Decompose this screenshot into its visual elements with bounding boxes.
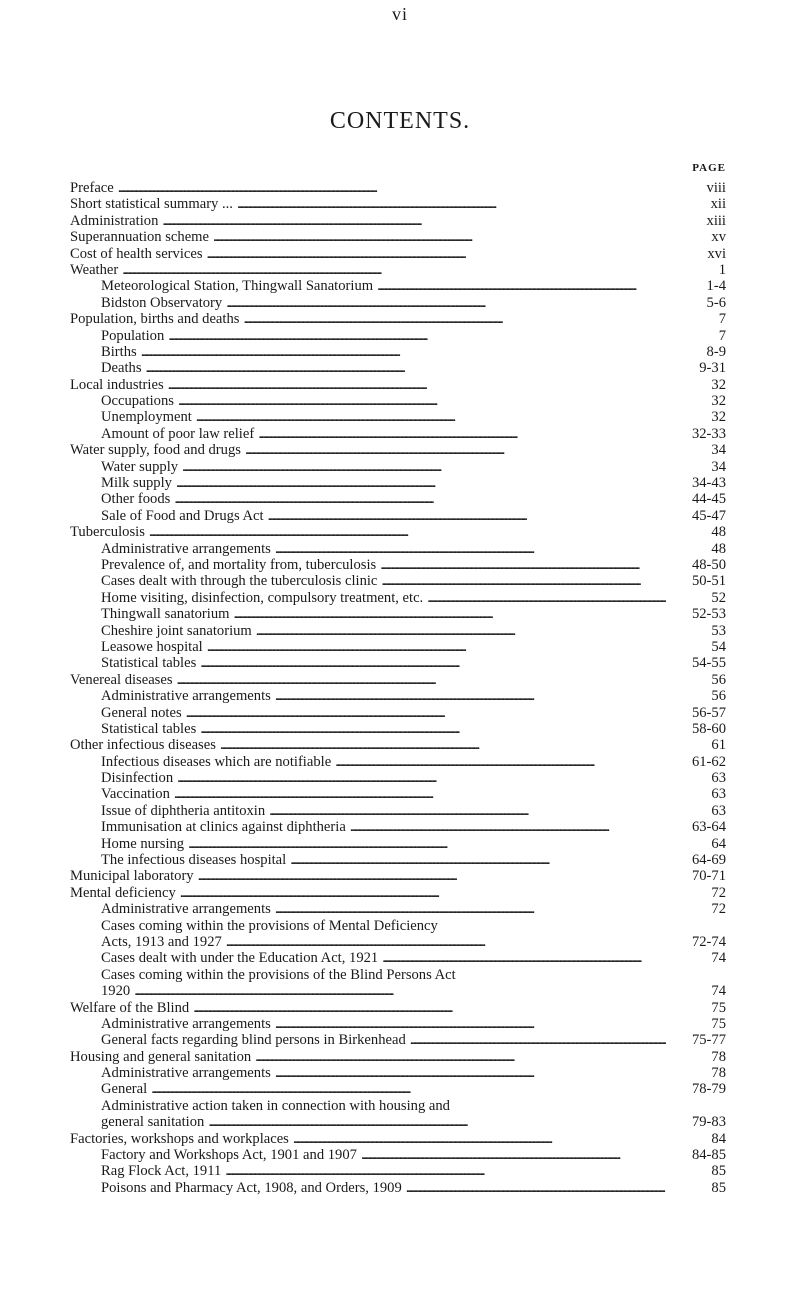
toc-entry-page: xii	[710, 196, 726, 213]
dot-leader	[174, 786, 666, 802]
toc-entry-label: Bidston Observatory	[101, 294, 223, 311]
dot-leader	[226, 934, 666, 950]
toc-subentry	[70, 754, 726, 770]
toc-subentry	[70, 491, 726, 507]
dot-leader	[233, 606, 666, 622]
toc-entry-label: Milk supply	[101, 475, 172, 492]
toc-entry-label: Population, births and deaths	[70, 311, 240, 328]
dot-leader	[177, 770, 666, 786]
toc-subentry	[70, 819, 726, 835]
toc-subentry	[70, 360, 726, 376]
dot-leader	[269, 803, 666, 819]
toc-entry-page: 84-85	[691, 1147, 726, 1164]
toc-entry-label: general sanitation	[101, 1114, 205, 1131]
toc-entry-page: xvi	[707, 245, 726, 262]
toc-entry-label: Births	[101, 343, 137, 360]
toc-subentry	[70, 426, 726, 442]
dot-leader	[122, 262, 666, 278]
toc-entry-label: Other foods	[101, 491, 171, 508]
dot-leader	[134, 983, 666, 999]
toc-entry-label: Administrative arrangements	[101, 1015, 271, 1032]
toc-subentry	[70, 918, 726, 934]
toc-subentry	[70, 623, 726, 639]
toc-entry-label: Acts, 1913 and 1927	[101, 933, 222, 950]
toc-subentry	[70, 459, 726, 475]
dot-leader	[146, 360, 666, 376]
toc-entry-page: 61-62	[691, 753, 726, 770]
dot-leader	[180, 885, 666, 901]
dot-leader	[207, 639, 666, 655]
toc-subentry	[70, 1065, 726, 1081]
dot-leader	[186, 705, 666, 721]
dot-leader	[380, 557, 666, 573]
toc-subentry	[70, 967, 726, 983]
toc-entry	[70, 229, 726, 245]
toc-entry-label: Factory and Workshops Act, 1901 and 1907	[101, 1147, 357, 1164]
dot-leader	[225, 1163, 666, 1179]
toc-entry-page: 44-45	[691, 491, 726, 508]
dot-leader	[245, 442, 666, 458]
dot-leader	[256, 623, 666, 639]
toc-entry	[70, 262, 726, 278]
toc-entry-page: 34	[711, 458, 726, 475]
toc-entry-page: 85	[711, 1179, 726, 1196]
toc-entry-page: 78-79	[691, 1081, 726, 1098]
toc-entry-page: 78	[711, 1048, 726, 1065]
toc-entry-label: Water supply	[101, 458, 179, 475]
toc-entry-label: Disinfection	[101, 770, 174, 787]
page-number: vi	[391, 4, 408, 24]
toc-entry-page: 8-9	[706, 343, 726, 360]
toc-subentry	[70, 475, 726, 491]
toc-entry-page: 32	[711, 393, 726, 410]
toc-subentry	[70, 803, 726, 819]
toc-entry-label: Prevalence of, and mortality from, tuberculosis	[101, 556, 377, 573]
toc-entry-label: Tuberculosis	[70, 524, 145, 541]
toc-subentry	[70, 705, 726, 721]
toc-entry-label: Deaths	[101, 360, 142, 377]
toc-entry-label: Sale of Food and Drugs Act	[101, 507, 264, 524]
toc-entry-page: 75	[711, 999, 726, 1016]
toc-entry-label: Home visiting, disinfection, compulsory treatment, etc.	[101, 589, 424, 606]
toc-entry-page: 50-51	[691, 573, 726, 590]
toc-entry-page: 52-53	[691, 606, 726, 623]
toc-entry-page: 32-33	[691, 425, 726, 442]
toc-entry	[70, 311, 726, 327]
dot-leader	[275, 901, 666, 917]
toc-entry-label: Cases dealt with through the tuberculosis clinic	[101, 573, 378, 590]
dot-leader	[243, 311, 666, 327]
dot-leader	[168, 328, 666, 344]
dot-leader	[268, 508, 666, 524]
toc-entry-label: Poisons and Pharmacy Act, 1908, and Orders, 1909	[101, 1179, 402, 1196]
toc-subentry	[70, 836, 726, 852]
toc-entry-page: 7	[718, 311, 726, 328]
dot-leader	[255, 1049, 666, 1065]
toc-entry	[70, 246, 726, 262]
dot-leader	[237, 196, 666, 212]
toc-entry-label: Administrative arrangements	[101, 540, 271, 557]
toc-entry-page: 56	[711, 671, 726, 688]
toc-entry	[70, 442, 726, 458]
toc-entry-label: Other infectious diseases	[70, 737, 216, 754]
toc-entry-page: 54-55	[691, 655, 726, 672]
toc-entry-label: Administration	[70, 212, 159, 229]
dot-leader	[220, 737, 666, 753]
toc-entry-page: 9-31	[699, 360, 726, 377]
dot-leader	[377, 278, 666, 294]
dot-leader	[381, 573, 666, 589]
toc-subentry	[70, 1032, 726, 1048]
toc-entry-page: 53	[711, 622, 726, 639]
dot-leader	[151, 1081, 666, 1097]
dot-leader	[207, 246, 666, 262]
toc-entry-page: 72-74	[691, 933, 726, 950]
toc-entry-page: 72	[711, 884, 726, 901]
toc-entry-page: 75-77	[691, 1032, 726, 1049]
toc-entry-page: 56-57	[691, 704, 726, 721]
toc-entry-page: viii	[706, 180, 726, 196]
toc-entry-label: Rag Flock Act, 1911	[101, 1163, 222, 1180]
toc-entry-label: Infectious diseases which are notifiable	[101, 753, 332, 770]
toc-entry	[70, 1000, 726, 1016]
toc-entry-label: Home nursing	[101, 835, 185, 852]
toc-subentry	[70, 1114, 726, 1130]
toc-subentry	[70, 1081, 726, 1097]
toc-subentry	[70, 541, 726, 557]
toc-entry-label: Issue of diphtheria antitoxin	[101, 802, 266, 819]
toc-subentry	[70, 983, 726, 999]
dot-leader	[141, 344, 666, 360]
toc-entry-label: Immunisation at clinics against diphtheria	[101, 819, 346, 836]
toc-entry-page: 64	[711, 835, 726, 852]
dot-leader	[361, 1147, 666, 1163]
toc-entry-page: 48	[711, 540, 726, 557]
toc-entry-page: 56	[711, 688, 726, 705]
toc-entry-page: 85	[711, 1163, 726, 1180]
dot-leader	[198, 868, 666, 884]
toc-entry-label: Short statistical summary ...	[70, 196, 233, 213]
toc-entry-label: Unemployment	[101, 409, 192, 426]
toc-subentry	[70, 573, 726, 589]
toc-subentry	[70, 1147, 726, 1163]
dot-leader	[208, 1114, 666, 1130]
toc-entry-page: 48-50	[691, 556, 726, 573]
toc-subentry	[70, 655, 726, 671]
toc-entry-page: 58-60	[691, 720, 726, 737]
toc-entry-page: 45-47	[691, 507, 726, 524]
dot-leader	[177, 672, 666, 688]
toc-entry	[70, 196, 726, 212]
toc-entry	[70, 213, 726, 229]
toc-entry	[70, 885, 726, 901]
dot-leader	[226, 295, 666, 311]
dot-leader	[200, 655, 666, 671]
toc-entry	[70, 524, 726, 540]
toc-entry-page: 1	[718, 261, 726, 278]
toc-entry-label: Cost of health services	[70, 245, 203, 262]
toc-entry	[70, 672, 726, 688]
dot-leader	[275, 1016, 666, 1032]
toc-entry-label: Housing and general sanitation	[70, 1048, 252, 1065]
table-of-contents	[70, 180, 726, 1196]
page-title: CONTENTS.	[329, 108, 471, 134]
dot-leader	[176, 475, 666, 491]
toc-subentry	[70, 852, 726, 868]
toc-entry-label: 1920	[101, 983, 131, 1000]
dot-leader	[290, 852, 666, 868]
toc-entry	[70, 1049, 726, 1065]
toc-entry-label: Thingwall sanatorium	[101, 606, 230, 623]
toc-entry-page: 64-69	[691, 852, 726, 869]
toc-entry-label: Weather	[70, 261, 119, 278]
toc-entry-label: Meteorological Station, Thingwall Sanatorium	[101, 278, 374, 295]
toc-entry-label: Administrative arrangements	[101, 688, 271, 705]
toc-entry-label: Local industries	[70, 376, 164, 393]
toc-subentry	[70, 1016, 726, 1032]
toc-entry-page: xv	[711, 229, 726, 246]
dot-leader	[258, 426, 666, 442]
dot-leader	[275, 541, 666, 557]
toc-subentry	[70, 409, 726, 425]
toc-entry-label: Administrative arrangements	[101, 901, 271, 918]
dot-leader	[168, 377, 666, 393]
toc-entry-page: 74	[711, 950, 726, 967]
toc-subentry	[70, 1180, 726, 1196]
dot-leader	[350, 819, 666, 835]
toc-entry-page: 63	[711, 802, 726, 819]
toc-entry-label: Cases coming within the provisions of the Blind Persons Act	[101, 966, 456, 983]
toc-subentry	[70, 1098, 726, 1114]
dot-leader	[406, 1180, 666, 1196]
dot-leader	[275, 1065, 666, 1081]
toc-entry-page: 61	[711, 737, 726, 754]
toc-entry-label: General facts regarding blind persons in Birkenhead	[101, 1032, 406, 1049]
dot-leader	[182, 459, 666, 475]
toc-subentry	[70, 901, 726, 917]
toc-subentry	[70, 786, 726, 802]
toc-entry-label: General	[101, 1081, 148, 1098]
toc-entry-label: Leasowe hospital	[101, 638, 203, 655]
toc-subentry	[70, 393, 726, 409]
toc-entry-page: 32	[711, 409, 726, 426]
toc-subentry	[70, 770, 726, 786]
toc-entry-page: xiii	[706, 212, 726, 229]
toc-subentry	[70, 590, 726, 606]
dot-leader	[162, 213, 666, 229]
dot-leader	[118, 180, 666, 196]
toc-entry-label: The infectious diseases hospital	[101, 852, 287, 869]
toc-entry	[70, 737, 726, 753]
toc-entry-page: 63-64	[691, 819, 726, 836]
toc-entry-label: Municipal laboratory	[70, 868, 194, 885]
toc-entry-label: Welfare of the Blind	[70, 999, 190, 1016]
dot-leader	[335, 754, 666, 770]
toc-entry	[70, 377, 726, 393]
dot-leader	[293, 1131, 666, 1147]
toc-entry-label: Amount of poor law relief	[101, 425, 255, 442]
toc-entry-page: 48	[711, 524, 726, 541]
toc-entry-label: Statistical tables	[101, 720, 197, 737]
toc-entry	[70, 180, 726, 196]
dot-leader	[149, 524, 666, 540]
toc-entry-page: 70-71	[691, 868, 726, 885]
toc-entry-page: 84	[711, 1130, 726, 1147]
toc-entry-label: Cheshire joint sanatorium	[101, 622, 252, 639]
dot-leader	[196, 409, 666, 425]
toc-subentry	[70, 934, 726, 950]
toc-entry-label: Mental deficiency	[70, 884, 176, 901]
toc-entry	[70, 1131, 726, 1147]
toc-entry	[70, 868, 726, 884]
toc-entry-page: 72	[711, 901, 726, 918]
toc-subentry	[70, 557, 726, 573]
dot-leader	[410, 1032, 666, 1048]
dot-leader	[213, 229, 666, 245]
toc-entry-page: 79-83	[691, 1114, 726, 1131]
toc-entry-page: 74	[711, 983, 726, 1000]
toc-entry-label: Occupations	[101, 393, 174, 410]
toc-subentry	[70, 278, 726, 294]
toc-subentry	[70, 328, 726, 344]
toc-entry-page: 78	[711, 1065, 726, 1082]
toc-subentry	[70, 1163, 726, 1179]
dot-leader	[193, 1000, 666, 1016]
toc-entry-label: Cases coming within the provisions of Mental Deficiency	[101, 917, 438, 934]
toc-entry-page: 7	[718, 327, 726, 344]
toc-entry-label: Population	[101, 327, 165, 344]
toc-entry-label: Venereal diseases	[70, 671, 173, 688]
dot-leader	[188, 836, 666, 852]
toc-entry-label: Factories, workshops and workplaces	[70, 1130, 289, 1147]
dot-leader	[174, 491, 666, 507]
toc-entry-page: 63	[711, 786, 726, 803]
toc-entry-page: 63	[711, 770, 726, 787]
toc-entry-label: General notes	[101, 704, 182, 721]
page-column-header: PAGE	[692, 162, 726, 174]
dot-leader	[200, 721, 666, 737]
toc-entry-label: Administrative action taken in connection with housing and	[101, 1097, 450, 1114]
toc-subentry	[70, 721, 726, 737]
toc-subentry	[70, 950, 726, 966]
toc-subentry	[70, 344, 726, 360]
toc-entry-page: 52	[711, 589, 726, 606]
dot-leader	[382, 950, 666, 966]
toc-entry-label: Cases dealt with under the Education Act, 1921	[101, 950, 379, 967]
toc-entry-page: 75	[711, 1015, 726, 1032]
toc-entry-label: Statistical tables	[101, 655, 197, 672]
toc-entry-page: 1-4	[706, 278, 726, 295]
toc-entry-page: 54	[711, 638, 726, 655]
toc-entry-label: Preface	[70, 180, 114, 196]
toc-entry-label: Water supply, food and drugs	[70, 442, 241, 459]
toc-entry-page: 32	[711, 376, 726, 393]
toc-subentry	[70, 295, 726, 311]
toc-subentry	[70, 688, 726, 704]
toc-subentry	[70, 606, 726, 622]
toc-entry-label: Superannuation scheme	[70, 229, 210, 246]
dot-leader	[178, 393, 666, 409]
toc-entry-page: 34-43	[691, 475, 726, 492]
dot-leader	[427, 590, 666, 606]
toc-entry-label: Administrative arrangements	[101, 1065, 271, 1082]
toc-subentry	[70, 508, 726, 524]
toc-entry-page: 34	[711, 442, 726, 459]
dot-leader	[275, 688, 666, 704]
toc-entry-label: Vaccination	[101, 786, 170, 803]
toc-subentry	[70, 639, 726, 655]
toc-entry-page: 5-6	[706, 294, 726, 311]
